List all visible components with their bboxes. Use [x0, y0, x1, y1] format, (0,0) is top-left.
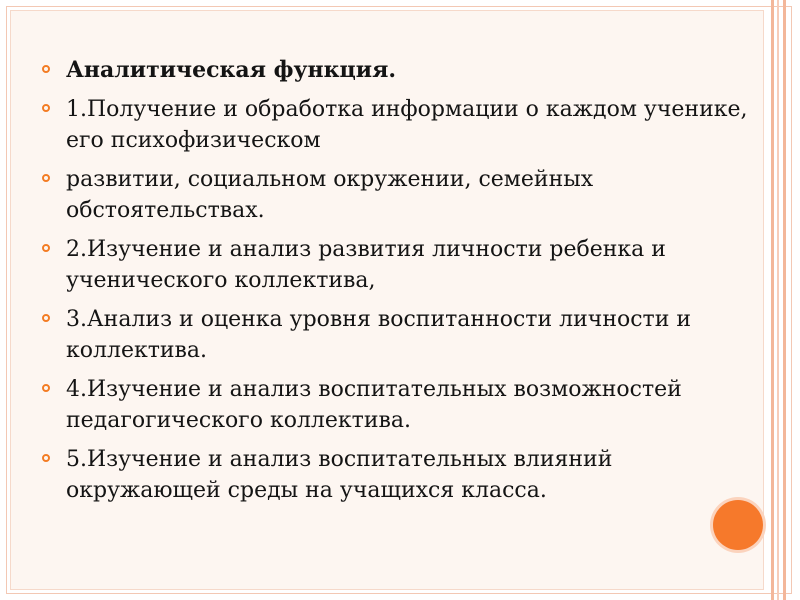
bullet-icon — [42, 65, 50, 73]
bullet-icon — [42, 314, 50, 322]
bullet-icon — [42, 244, 50, 252]
bullet-text: 1.Получение и обработка информации о каждом ученике, его психофизическом — [66, 97, 748, 153]
bullet-item — [42, 304, 754, 366]
bullet-text: Аналитическая функция. — [66, 57, 396, 83]
bullet-item — [42, 94, 754, 156]
bullet-item-heading — [42, 55, 754, 86]
bullet-text: развитии, социальном окружении, семейных обстоятельствах. — [66, 167, 594, 223]
bullet-icon — [42, 104, 50, 112]
bullet-text: 3.Анализ и оценка уровня воспитанности личности и коллектива. — [66, 307, 692, 363]
bullet-icon — [42, 384, 50, 392]
bullet-text: 2.Изучение и анализ развития личности ребенка и ученического коллектива, — [66, 237, 666, 293]
side-stripe — [783, 0, 786, 600]
orange-circle-icon — [713, 500, 763, 550]
side-stripe — [771, 0, 774, 600]
bullet-icon — [42, 454, 50, 462]
bullet-item — [42, 164, 754, 226]
bullet-list — [42, 55, 754, 514]
side-stripe — [777, 0, 779, 600]
bullet-item — [42, 234, 754, 296]
bullet-text: 5.Изучение и анализ воспитательных влияний окружающей среды на учащихся класса. — [66, 447, 613, 503]
bullet-icon — [42, 174, 50, 182]
bullet-text: 4.Изучение и анализ воспитательных возможностей педагогического коллектива. — [66, 377, 682, 433]
bullet-item — [42, 444, 754, 506]
bullet-item — [42, 374, 754, 436]
